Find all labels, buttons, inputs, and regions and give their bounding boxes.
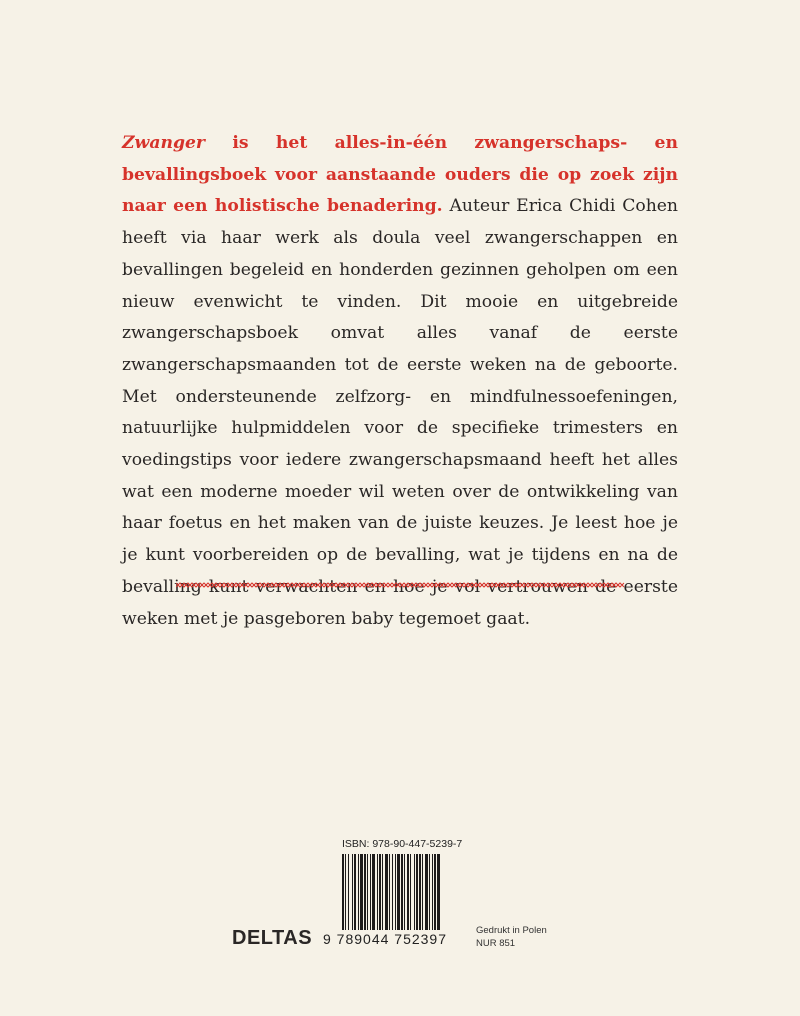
barcode-bar [392, 854, 393, 930]
barcode-bar [360, 854, 363, 930]
barcode-bar [434, 854, 436, 930]
printed-in: Gedrukt in Polen [476, 925, 547, 936]
barcode-bar [385, 854, 388, 930]
nur-code: NUR 851 [476, 938, 516, 949]
barcode-bar [419, 854, 421, 930]
publisher-logo: DELTAS [232, 927, 313, 949]
barcode-bar [407, 854, 409, 930]
barcode-bar [404, 854, 405, 930]
barcode-bar [416, 854, 418, 930]
book-title: Zwanger [122, 133, 205, 153]
barcode-bar [437, 854, 440, 930]
barcode-bar [389, 854, 390, 930]
barcode-bar [354, 854, 356, 930]
barcode-digits: 9 789044 752397 [323, 931, 447, 947]
barcode-bar [345, 854, 346, 930]
barcode-bar [410, 854, 411, 930]
barcode-bar [348, 854, 349, 930]
barcode-bar [429, 854, 430, 930]
barcode-bar [370, 854, 371, 930]
barcode-bar [358, 854, 359, 930]
barcode-bar [352, 854, 353, 930]
barcode-bar [342, 854, 344, 930]
blurb-body: Auteur Erica Chidi Cohen heeft via haar werk als doula veel zwangerschappen en bevallingen begeleid en honderden gezinnen geholpen om een nieuw evenwicht te vinden. Dit mooie en uitgebreide zwangerschapsboek omvat alles vanaf de eerste zwangerschapsmaanden tot de eerste weken na de geboorte. Met ondersteunende zelfzorg- en mindfulnessoefeningen, natuurlijke hulpmiddelen voor de specifieke trimesters en voedingstips voor iedere zwangerschapsmaand heeft het alles wat een moderne moeder wil weten over de ontwikkeling van haar foetus en het maken van de juiste keuzes. Je leest hoe je je kunt voorbereiden op de bevalling, wat je tijdens en na de bevalling kunt verwachten en hoe je vol vertrouwen de eerste weken met je pasgeboren baby tegemoet gaat. [122, 196, 678, 629]
imprint-info [476, 924, 547, 950]
isbn-label: ISBN: 978-90-447-5239-7 [342, 838, 463, 850]
barcode-bar [414, 854, 415, 930]
barcode-bar [422, 854, 423, 930]
barcode-bar [432, 854, 433, 930]
barcode-bar [401, 854, 403, 930]
barcode-bar [397, 854, 400, 930]
blurb-lead-rest: is het alles-in-één zwangerschaps- en bevallingsboek voor aanstaande ouders die op zoek zijn naar een holistische benadering. [122, 133, 678, 217]
decorative-divider [176, 580, 626, 590]
barcode-bar [395, 854, 396, 930]
barcode-bar [382, 854, 383, 930]
barcode-bar [364, 854, 366, 930]
barcode-bar [372, 854, 375, 930]
barcode-bar [367, 854, 368, 930]
barcode-bar [377, 854, 378, 930]
blurb-paragraph [122, 128, 678, 635]
barcode-bar [425, 854, 428, 930]
barcode-bar [379, 854, 381, 930]
back-cover-blurb [122, 128, 678, 635]
